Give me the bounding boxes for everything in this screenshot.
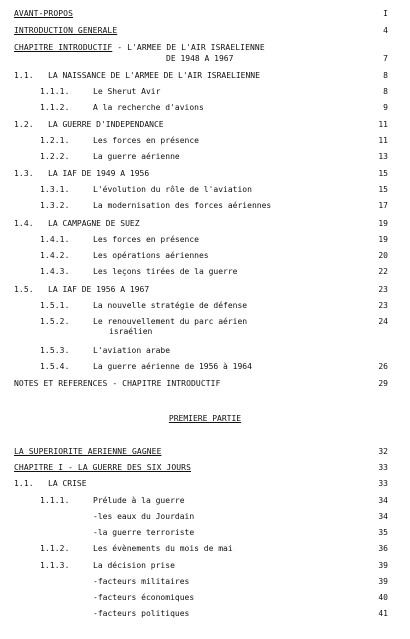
toc-page-number: 11 <box>378 120 388 129</box>
toc-page-number: 33 <box>378 463 388 472</box>
toc-page-number: 17 <box>378 201 388 210</box>
toc-title: Prélude à la guerre <box>93 496 185 505</box>
toc-entry-introduction-generale <box>0 26 410 41</box>
toc-title: NOTES ET REFERENCES - CHAPITRE INTRODUCTIF <box>14 379 221 388</box>
toc-page-number: 26 <box>378 362 388 371</box>
toc-entry-part-title <box>0 447 410 462</box>
toc-number: 1.4.2. <box>40 251 70 260</box>
toc-page-number: 15 <box>378 169 388 178</box>
toc-number: 1.2. <box>14 120 34 129</box>
toc-title: La guerre aérienne de 1956 à 1964 <box>93 362 252 371</box>
toc-page-number: 11 <box>378 136 388 145</box>
toc-title: INTRODUCTION GENERALE <box>14 26 118 35</box>
toc-title: Les évènements du mois de mai <box>93 544 233 553</box>
toc-entry <box>0 136 410 151</box>
toc-number: 1.1.1. <box>40 87 70 96</box>
toc-number: 1.1.1. <box>40 496 70 505</box>
toc-entry <box>0 496 410 511</box>
toc-page-number: 8 <box>383 87 388 96</box>
toc-number: 1.1. <box>14 479 34 488</box>
toc-entry <box>0 87 410 102</box>
toc-page-number: 34 <box>378 512 388 521</box>
toc-title: AVANT-PROPOS <box>14 9 73 18</box>
toc-entry <box>0 285 410 300</box>
toc-number: 1.5.4. <box>40 362 70 371</box>
toc-number: 1.3.1. <box>40 185 70 194</box>
toc-page-number: 39 <box>378 561 388 570</box>
toc-entry <box>0 561 410 576</box>
toc-title: -facteurs militaires <box>93 577 190 586</box>
toc-entry <box>0 251 410 266</box>
toc-number: 1.2.2. <box>40 152 70 161</box>
toc-page-number: 19 <box>378 219 388 228</box>
toc-entry <box>0 479 410 494</box>
toc-number: 1.5.2. <box>40 317 70 326</box>
toc-number: 1.1.2. <box>40 103 70 112</box>
toc-page-number: 35 <box>378 528 388 537</box>
toc-entry <box>0 120 410 135</box>
toc-entry <box>0 103 410 118</box>
toc-number: 1.5.3. <box>40 346 70 355</box>
part-heading: PREMIERE PARTIE <box>168 414 242 423</box>
toc-page-number: 22 <box>378 267 388 276</box>
toc-page-number: 23 <box>378 285 388 294</box>
toc-title: LA CRISE <box>48 479 87 488</box>
toc-entry <box>0 317 410 341</box>
toc-entry <box>0 346 410 361</box>
toc-number: 1.1.3. <box>40 561 70 570</box>
toc-title: L'évolution du rôle de l'aviation <box>93 185 252 194</box>
toc-number: 1.4.1. <box>40 235 70 244</box>
toc-title: -la guerre terroriste <box>93 528 195 537</box>
toc-title-rest: - L'ARMEE DE L'AIR ISRAELIENNE <box>112 43 265 52</box>
toc-page-number: 40 <box>378 593 388 602</box>
toc-entry <box>0 169 410 184</box>
toc-entry <box>0 267 410 282</box>
toc-entry <box>0 362 410 377</box>
toc-title: Les forces en présence <box>93 235 199 244</box>
toc-title: La nouvelle stratégie de défense <box>93 301 248 310</box>
toc-page-number: 33 <box>378 479 388 488</box>
toc-page-number: 34 <box>378 496 388 505</box>
toc-entry <box>0 512 410 527</box>
toc-page-number: 32 <box>378 447 388 456</box>
toc-number: 1.4. <box>14 219 34 228</box>
toc-title: CHAPITRE INTRODUCTIF <box>14 43 113 52</box>
toc-page-number: 23 <box>378 301 388 310</box>
toc-title: -les eaux du Jourdain <box>93 512 195 521</box>
toc-entry <box>0 71 410 86</box>
toc-page-number: 39 <box>378 577 388 586</box>
toc-page-number: 13 <box>378 152 388 161</box>
toc-entry <box>0 152 410 167</box>
toc-title: Le Sherut Avir <box>93 87 161 96</box>
toc-entry-chapitre-introductif <box>0 43 410 67</box>
toc-page-number: 4 <box>383 26 388 35</box>
toc-title: A la recherche d'avions <box>93 103 204 112</box>
toc-title: Le renouvellement du parc aérien <box>93 317 248 326</box>
toc-entry <box>0 185 410 200</box>
toc-page-number: 7 <box>383 54 388 63</box>
toc-entry-chapter-1 <box>0 463 410 478</box>
toc-number: 1.1. <box>14 71 34 80</box>
toc-entry-avant-propos <box>0 9 410 24</box>
toc-entry <box>0 544 410 559</box>
toc-number: 1.1.2. <box>40 544 70 553</box>
toc-title: Les forces en présence <box>93 136 199 145</box>
toc-title: La modernisation des forces aériennes <box>93 201 272 210</box>
toc-title: LA CAMPAGNE DE SUEZ <box>48 219 140 228</box>
toc-page-number: 24 <box>378 317 388 326</box>
toc-number: 1.5.1. <box>40 301 70 310</box>
toc-page-number: 15 <box>378 185 388 194</box>
toc-title: Les opérations aériennes <box>93 251 209 260</box>
toc-page-number: 19 <box>378 235 388 244</box>
toc-title: Les leçons tirées de la guerre <box>93 267 238 276</box>
toc-entry <box>0 201 410 216</box>
toc-title: LA IAF DE 1956 A 1967 <box>48 285 150 294</box>
toc-page-number: 41 <box>378 609 388 618</box>
toc-number: 1.5. <box>14 285 34 294</box>
toc-page-number: 9 <box>383 103 388 112</box>
toc-number: 1.3.2. <box>40 201 70 210</box>
toc-entry <box>0 235 410 250</box>
toc-page-number: I <box>383 9 388 18</box>
toc-title: -facteurs politiques <box>93 609 190 618</box>
toc-title: LA GUERRE D'INDEPENDANCE <box>48 120 164 129</box>
toc-number: 1.2.1. <box>40 136 70 145</box>
toc-entry <box>0 301 410 316</box>
toc-entry <box>0 219 410 234</box>
toc-entry <box>0 609 410 624</box>
toc-entry <box>0 593 410 608</box>
toc-title: LA IAF DE 1949 A 1956 <box>48 169 150 178</box>
toc-title: CHAPITRE I - LA GUERRE DES SIX JOURS <box>14 463 191 472</box>
toc-title: La guerre aérienne <box>93 152 180 161</box>
toc-page-number: 36 <box>378 544 388 553</box>
toc-title: La décision prise <box>93 561 175 570</box>
toc-number: 1.4.3. <box>40 267 70 276</box>
toc-page-number: 8 <box>383 71 388 80</box>
toc-title: LA NAISSANCE DE L'ARMEE DE L'AIR ISRAELIENNE <box>48 71 260 80</box>
toc-title-continuation: DE 1948 A 1967 <box>166 54 234 63</box>
toc-page-number: 20 <box>378 251 388 260</box>
toc-entry <box>0 577 410 592</box>
toc-page-number: 29 <box>378 379 388 388</box>
toc-entry <box>0 528 410 543</box>
toc-title-continuation: israélien <box>109 327 153 336</box>
toc-title: LA SUPERIORITE AERIENNE GAGNEE <box>14 447 162 456</box>
toc-title: L'aviation arabe <box>93 346 171 355</box>
toc-number: 1.3. <box>14 169 34 178</box>
toc-entry-notes <box>0 379 410 394</box>
toc-title: -facteurs économiques <box>93 593 195 602</box>
